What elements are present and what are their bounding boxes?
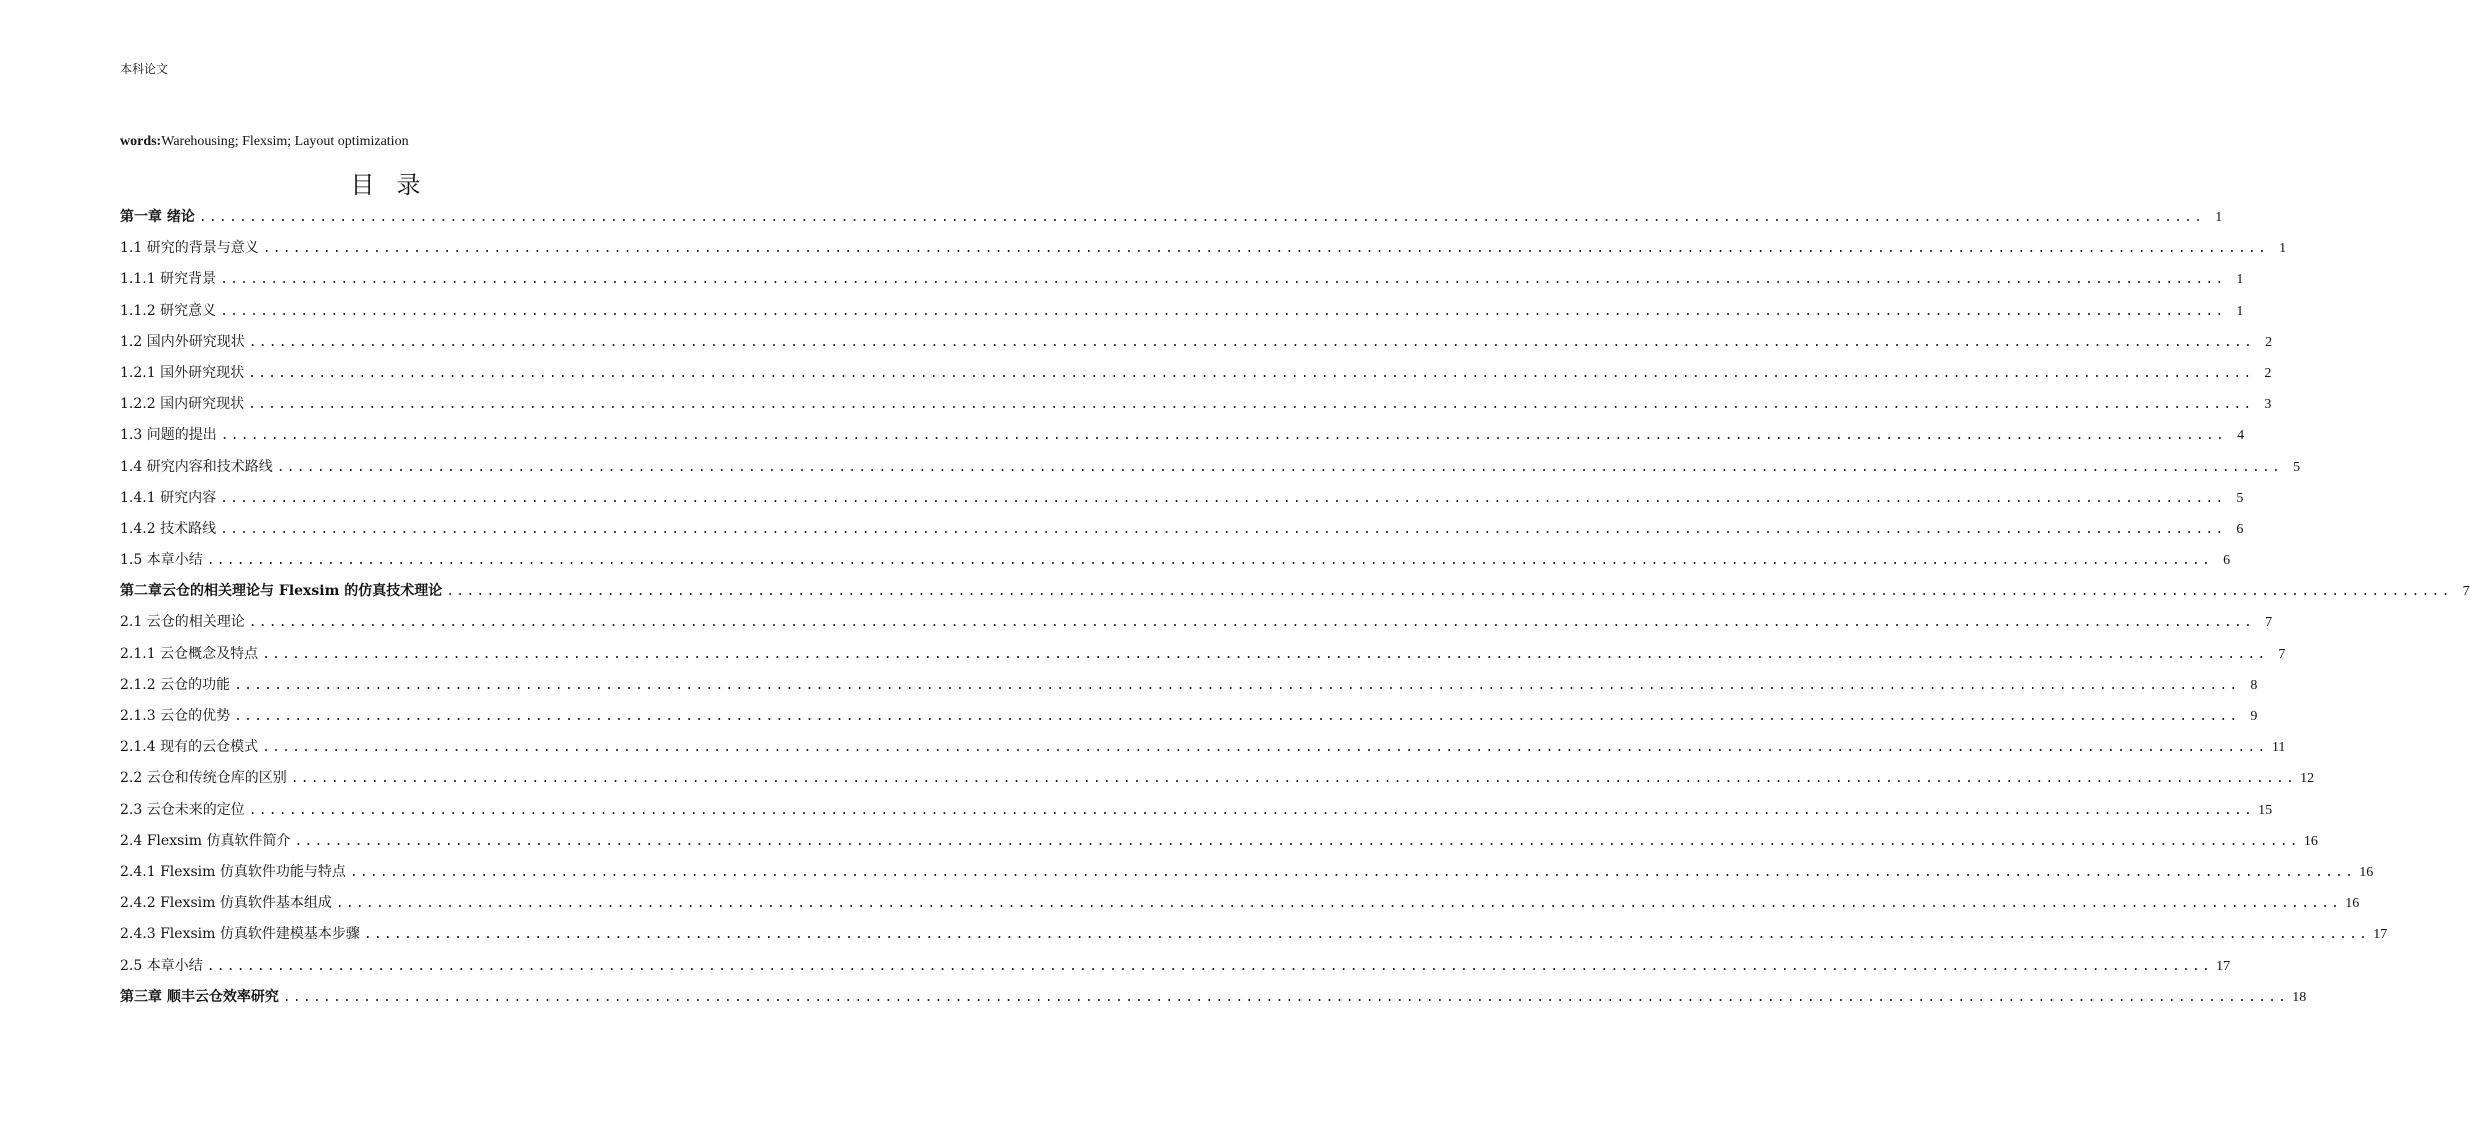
toc-entry-page: 4 [2237, 428, 2245, 444]
toc-entry[interactable] [120, 487, 2244, 518]
toc-dot-leader: ........................................................................................................................................................................................................ [220, 428, 2227, 444]
toc-entry-page: 7 [2462, 584, 2470, 600]
toc-entry[interactable] [120, 300, 2244, 331]
toc-entry[interactable] [120, 206, 2223, 237]
toc-entry-label: 1.1.2 研究意义 [120, 302, 217, 319]
toc-entry[interactable] [120, 268, 2244, 299]
toc-dot-leader: ........................................................................................................................................................................................................ [276, 459, 2283, 475]
toc-entry-label: 2.1.2 云仓的功能 [120, 676, 231, 693]
toc-dot-leader: ........................................................................................................................................................................................................ [290, 771, 2297, 787]
toc-entry[interactable] [120, 611, 2273, 642]
toc-entry[interactable] [120, 830, 2318, 861]
toc-entry-label: 1.2.1 国外研究现状 [120, 364, 245, 381]
toc-entry-label: 1.1 研究的背景与意义 [120, 240, 259, 257]
toc-entry[interactable] [120, 986, 2307, 1017]
toc-entry-page: 18 [2292, 989, 2307, 1005]
toc-entry-label: 1.4 研究内容和技术路线 [120, 458, 273, 475]
toc-entry-label: 1.3 问题的提出 [120, 427, 217, 444]
toc-entry[interactable] [120, 518, 2244, 549]
toc-entry[interactable] [120, 580, 2470, 611]
toc-dot-leader: ........................................................................................................................................................................................................ [198, 210, 2205, 225]
table-of-contents [120, 206, 2470, 1017]
toc-dot-leader: ........................................................................................................................................................................................................ [248, 365, 2254, 381]
toc-entry-label: 2.4.3 Flexsim 仿真软件建模基本步骤 [120, 926, 360, 943]
toc-dot-leader: ........................................................................................................................................................................................................ [446, 584, 2452, 600]
toc-entry[interactable] [120, 674, 2258, 705]
toc-entry-page: 8 [2250, 677, 2258, 693]
toc-entry-page: 16 [2345, 896, 2360, 912]
toc-entry-label: 2.4 Flexsim 仿真软件简介 [120, 832, 291, 849]
keywords-line [120, 134, 409, 150]
toc-entry-page: 7 [2278, 646, 2286, 662]
toc-entry-page: 17 [2373, 927, 2388, 943]
toc-dot-leader: ........................................................................................................................................................................................................ [220, 272, 2226, 288]
toc-entry-label: 2.1.1 云仓概念及特点 [120, 645, 259, 662]
toc-entry-page: 15 [2258, 802, 2273, 818]
running-header: 本科论文 [120, 62, 169, 76]
toc-entry-page: 1 [2236, 303, 2244, 319]
toc-entry-label: 1.1.1 研究背景 [120, 271, 217, 288]
toc-entry-label: 2.5 本章小结 [120, 957, 203, 974]
toc-entry-label: 2.3 云仓未来的定位 [120, 801, 245, 818]
toc-entry-page: 16 [2303, 833, 2318, 849]
toc-dot-leader: ........................................................................................................................................................................................................ [206, 553, 2213, 569]
toc-entry-page: 3 [2264, 397, 2272, 413]
toc-entry-label: 第三章 顺丰云仓效率研究 [120, 988, 279, 1005]
toc-dot-leader: ........................................................................................................................................................................................................ [282, 989, 2289, 1005]
toc-entry[interactable] [120, 549, 2231, 580]
toc-dot-leader: ........................................................................................................................................................................................................ [262, 241, 2269, 257]
toc-entry-page: 2 [2265, 334, 2273, 350]
toc-entry-page: 16 [2359, 864, 2374, 880]
toc-entry-label: 1.5 本章小结 [120, 552, 203, 569]
toc-entry-label: 2.1 云仓的相关理论 [120, 614, 245, 631]
toc-dot-leader: ........................................................................................................................................................................................................ [262, 740, 2268, 756]
toc-entry[interactable] [120, 643, 2286, 674]
toc-dot-leader: ........................................................................................................................................................................................................ [234, 677, 2240, 693]
toc-entry[interactable] [120, 331, 2273, 362]
toc-entry-page: 5 [2236, 490, 2244, 506]
toc-dot-leader: ........................................................................................................................................................................................................ [248, 802, 2255, 818]
toc-dot-leader: ........................................................................................................................................................................................................ [234, 709, 2240, 724]
toc-dot-leader: ........................................................................................................................................................................................................ [294, 833, 2300, 849]
toc-entry[interactable] [120, 955, 2231, 986]
toc-entry[interactable] [120, 799, 2273, 830]
toc-entry-label: 2.2 云仓和传统仓库的区别 [120, 770, 287, 787]
toc-entry[interactable] [120, 861, 2374, 892]
keywords-lead: words: [120, 134, 162, 149]
toc-entry-label: 第一章 绪论 [120, 209, 195, 225]
toc-entry-page: 11 [2271, 740, 2286, 756]
toc-entry-label: 1.4.1 研究内容 [120, 489, 217, 506]
toc-dot-leader: ........................................................................................................................................................................................................ [363, 927, 2370, 943]
toc-entry-label: 1.4.2 技术路线 [120, 520, 217, 537]
toc-dot-leader: ........................................................................................................................................................................................................ [220, 490, 2226, 506]
toc-entry-label: 1.2 国内外研究现状 [120, 333, 245, 350]
toc-entry[interactable] [120, 424, 2245, 455]
toc-entry-page: 1 [2236, 272, 2244, 288]
toc-entry[interactable] [120, 892, 2360, 923]
toc-dot-leader: ........................................................................................................................................................................................................ [349, 864, 2356, 880]
toc-entry-label: 第二章云仓的相关理论与 Flexsim 的仿真技术理论 [120, 583, 443, 600]
toc-entry[interactable] [120, 362, 2272, 393]
toc-dot-leader: ........................................................................................................................................................................................................ [248, 397, 2254, 413]
toc-entry-page: 6 [2223, 553, 2231, 569]
toc-dot-leader: ........................................................................................................................................................................................................ [220, 521, 2226, 537]
toc-dot-leader: ........................................................................................................................................................................................................ [248, 615, 2255, 631]
toc-dot-leader: ........................................................................................................................................................................................................ [335, 896, 2342, 912]
toc-dot-leader: ........................................................................................................................................................................................................ [206, 958, 2213, 974]
toc-entry[interactable] [120, 736, 2286, 767]
toc-entry-page: 5 [2293, 459, 2301, 475]
toc-entry-label: 2.4.1 Flexsim 仿真软件功能与特点 [120, 863, 346, 880]
toc-entry-page: 7 [2265, 615, 2273, 631]
toc-entry-page: 9 [2250, 709, 2258, 724]
toc-dot-leader: ........................................................................................................................................................................................................ [220, 303, 2226, 319]
toc-entry-label: 2.1.4 现有的云仓模式 [120, 739, 259, 756]
toc-entry-page: 1 [2279, 241, 2287, 257]
toc-entry[interactable] [120, 393, 2272, 424]
toc-entry[interactable] [120, 705, 2258, 736]
toc-entry-label: 1.2.2 国内研究现状 [120, 396, 245, 413]
keywords-text: Warehousing; Flexsim; Layout optimization [161, 134, 409, 149]
toc-entry-page: 2 [2264, 365, 2272, 381]
toc-entry-page: 1 [2215, 210, 2223, 225]
toc-entry[interactable] [120, 237, 2287, 268]
toc-entry[interactable] [120, 923, 2388, 954]
toc-entry-page: 6 [2236, 521, 2244, 537]
toc-dot-leader: ........................................................................................................................................................................................................ [248, 334, 2255, 350]
toc-entry-label: 2.4.2 Flexsim 仿真软件基本组成 [120, 895, 332, 912]
toc-dot-leader: ........................................................................................................................................................................................................ [262, 646, 2268, 662]
toc-entry[interactable] [120, 767, 2315, 798]
toc-entry-page: 17 [2216, 958, 2231, 974]
toc-entry-page: 12 [2300, 771, 2315, 787]
toc-title: 目录 [350, 171, 443, 199]
toc-entry[interactable] [120, 456, 2301, 487]
toc-entry-label: 2.1.3 云仓的优势 [120, 708, 231, 724]
